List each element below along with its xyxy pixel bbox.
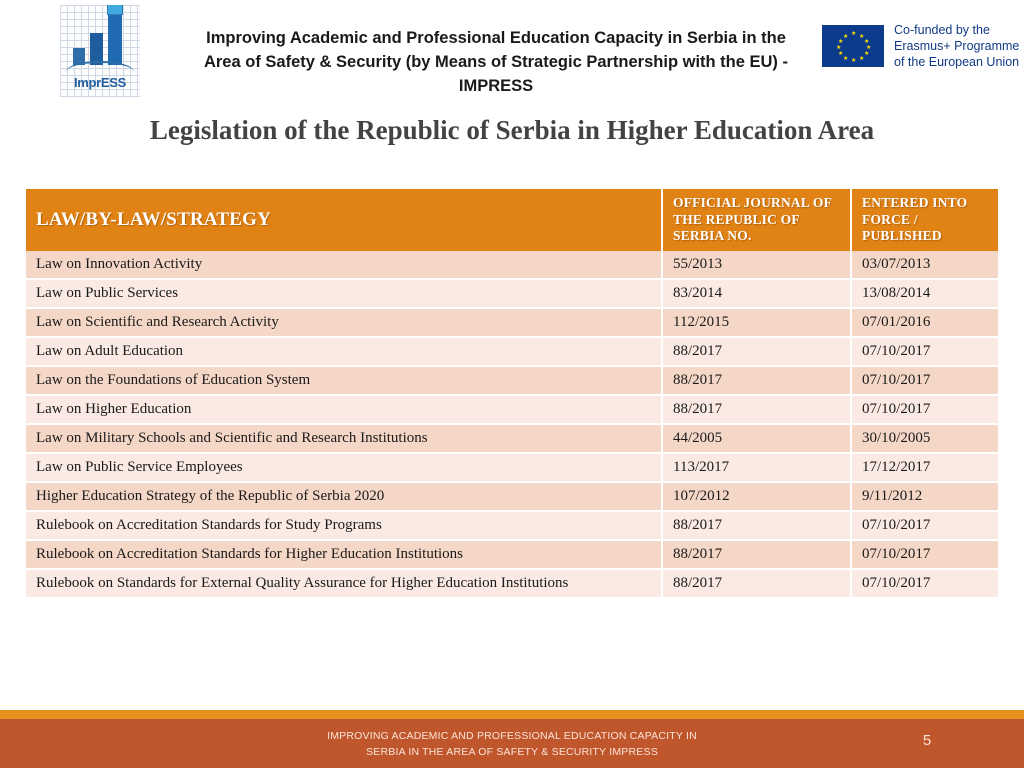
cell-journal-number: 88/2017 [663,512,852,541]
table-row [26,309,998,338]
table-header [26,189,998,251]
cell-entered-into-force: 07/10/2017 [852,338,998,367]
cell-journal-number: 88/2017 [663,367,852,396]
table-row [26,483,998,512]
table-row [26,570,998,599]
cell-law: Law on Scientific and Research Activity [26,309,663,338]
cell-law: Higher Education Strategy of the Republic of Serbia 2020 [26,483,663,512]
cell-entered-into-force: 07/10/2017 [852,541,998,570]
footer-bar [0,719,1024,768]
table-row [26,251,998,280]
footer-project-text [212,728,812,760]
cell-journal-number: 44/2005 [663,425,852,454]
eu-funding-line-3: of the European Union [894,55,1020,69]
cell-journal-number: 88/2017 [663,396,852,425]
column-header-force: ENTERED INTO FORCE / PUBLISHED [852,189,998,251]
table-row [26,541,998,570]
cell-entered-into-force: 07/10/2017 [852,396,998,425]
cell-law: Rulebook on Standards for External Quality Assurance for Higher Education Institutions [26,570,663,599]
table-row [26,338,998,367]
table-row [26,280,998,309]
cell-law: Law on Public Service Employees [26,454,663,483]
table-row [26,512,998,541]
cell-entered-into-force: 13/08/2014 [852,280,998,309]
slide-header-banner [0,0,1024,107]
eu-flag-icon: ★ ★ ★ ★ ★ ★ ★ ★ ★ ★ ★ ★ [822,25,884,67]
eu-funding-line-2: Erasmus+ Programme [894,39,1020,53]
footer-orange-rule [0,710,1024,719]
footer-text-line-1: IMPROVING ACADEMIC AND PROFESSIONAL EDUCATION CAPACITY IN [327,730,697,742]
column-header-law: LAW/BY-LAW/STRATEGY [26,189,663,251]
cell-entered-into-force: 07/10/2017 [852,367,998,396]
cell-entered-into-force: 17/12/2017 [852,454,998,483]
cell-law: Law on Higher Education [26,396,663,425]
cell-journal-number: 88/2017 [663,541,852,570]
cell-journal-number: 55/2013 [663,251,852,280]
eu-erasmus-logo [822,14,1018,78]
cell-entered-into-force: 07/01/2016 [852,309,998,338]
cell-law: Rulebook on Accreditation Standards for Study Programs [26,512,663,541]
cell-journal-number: 113/2017 [663,454,852,483]
page-title: Legislation of the Republic of Serbia in Higher Education Area [149,115,875,145]
eu-funding-text [894,22,1019,70]
cell-law: Law on Adult Education [26,338,663,367]
page-number: 5 [922,732,932,749]
table-header-row [26,189,998,251]
cell-law: Law on Innovation Activity [26,251,663,280]
cell-law: Law on the Foundations of Education System [26,367,663,396]
eu-funding-line-1: Co-funded by the [894,23,990,37]
cell-entered-into-force: 07/10/2017 [852,570,998,599]
logo-bar-top-square [107,5,123,15]
cell-law: Law on Public Services [26,280,663,309]
footer-text-line-2: SERBIA IN THE AREA OF SAFETY & SECURITY IMPRESS [366,746,658,758]
cell-entered-into-force: 07/10/2017 [852,512,998,541]
cell-journal-number: 107/2012 [663,483,852,512]
impress-logo [60,5,140,97]
table-row [26,396,998,425]
table-row [26,454,998,483]
cell-journal-number: 83/2014 [663,280,852,309]
cell-journal-number: 88/2017 [663,338,852,367]
cell-entered-into-force: 9/11/2012 [852,483,998,512]
cell-journal-number: 88/2017 [663,570,852,599]
table-row [26,367,998,396]
cell-journal-number: 112/2015 [663,309,852,338]
legislation-table [26,189,998,599]
impress-logo-wordmark: ImprESS [73,75,127,90]
cell-law: Law on Military Schools and Scientific and Research Institutions [26,425,663,454]
logo-bar-3 [108,13,122,65]
project-subtitle: Improving Academic and Professional Education Capacity in Serbia in the Area of Safety & Security (by Means of Strategic Partnership with the EU) - IMPRESS [203,29,789,95]
cell-entered-into-force: 03/07/2013 [852,251,998,280]
cell-entered-into-force: 30/10/2005 [852,425,998,454]
table-row [26,425,998,454]
table-body [26,251,998,599]
cell-law: Rulebook on Accreditation Standards for Higher Education Institutions [26,541,663,570]
column-header-journal: OFFICIAL JOURNAL OF THE REPUBLIC OF SERBIA NO. [663,189,852,251]
